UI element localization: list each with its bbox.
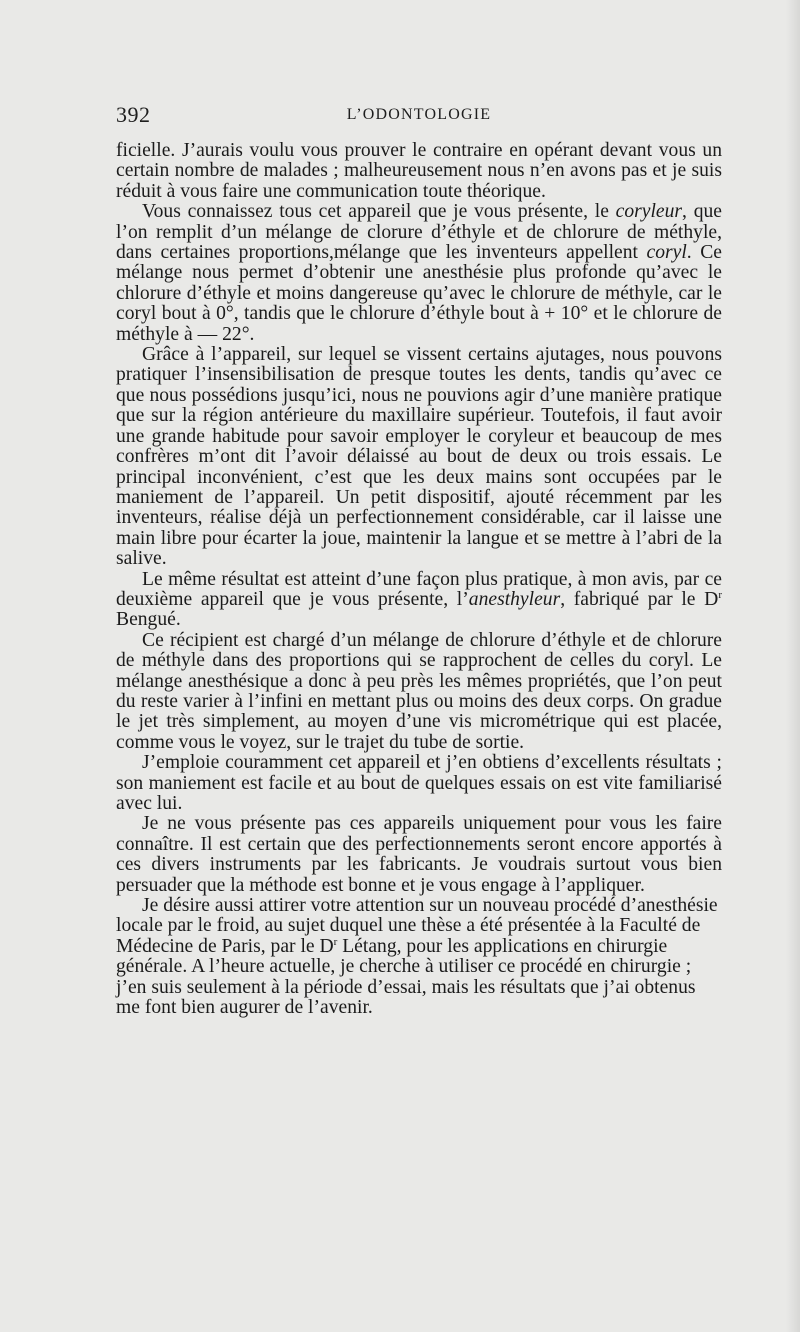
text-run: Létang, pour les applications en chirurgie générale. A l’heure actuelle, je cherche à utiliser ce procédé en chirurgie ; j’en suis seulement à la période d’essai, mais les résultats que j’ai obtenus me font bien augurer de l’avenir. [116, 935, 696, 1019]
text-run: J’emploie couramment cet appareil et j’en obtiens d’excellents résultats ; son maniement est facile et au bout de quelques essais on est vite familiarisé avec lui. [116, 752, 722, 814]
paragraph [116, 896, 722, 1018]
text-run: Le même résultat est atteint d’une façon plus pratique, à mon avis, par ce deuxième appareil que je vous présente, l’ [116, 568, 722, 610]
text-run: Vous connaissez tous cet appareil que je vous présente, le [142, 201, 616, 223]
paragraph [116, 570, 722, 631]
text-run: Ce récipient est chargé d’un mélange de chlorure d’éthyle et de chlorure de méthyle dans des proportions qui se rapprochent de celles du coryl. Le mélange anesthésique a donc à peu près les mêmes propriétés, que l’on peut du reste varier à l’infini en mettant plus ou moins des deux corps. On gradue le jet très simplement, au moyen d’une vis micrométrique qui est placée, comme vous le voyez, sur le trajet du tube de sortie. [116, 629, 722, 753]
page-edge-shadow [786, 0, 800, 1332]
paragraph [116, 753, 722, 814]
text-run: Bengué. [116, 609, 181, 631]
superscript: r [718, 588, 722, 601]
paragraph [116, 141, 722, 202]
body-text [116, 141, 722, 1018]
superscript: r [333, 935, 338, 948]
italic-term: anesthyleur [468, 588, 561, 610]
running-header [116, 102, 722, 132]
paragraph [116, 814, 722, 896]
text-run: , fabriqué par le D [560, 588, 719, 610]
italic-term: coryleur [615, 201, 683, 223]
paragraph [116, 202, 722, 345]
paragraph [116, 631, 722, 753]
text-run: , que l’on remplit d’un mélange de clorure d’éthyle et de chlorure de méthyle, dans certaines proportions,mélange que les inventeurs appellent [116, 201, 722, 264]
text-run: Je désire aussi attirer votre attention sur un nouveau procédé d’anesthésie locale par le froid, au sujet duquel une thèse a été présentée à la Faculté de Médecine de Paris, par le D [116, 895, 718, 957]
text-run: . Ce mélange nous permet d’obtenir une anesthésie plus profonde qu’avec le chlorure d’éthyle et moins dangereuse qu’avec le chlorure de méthyle, car le coryl bout à 0°, tandis que le chlorure d’éthyle bout à + 10° et le chlorure de méthyle à — 22°. [116, 242, 722, 345]
italic-term: coryl [646, 242, 687, 264]
paragraph [116, 345, 722, 569]
page-number: 392 [116, 102, 151, 127]
text-run: Je ne vous présente pas ces appareils uniquement pour vous les faire connaître. Il est certain que des perfectionnements seront encore apportés à ces divers instruments par les fabricants. Je voudrais surtout vous bien persuader que la méthode est bonne et je vous engage à l’appliquer. [116, 813, 722, 896]
running-title: L’ODONTOLOGIE [346, 106, 492, 123]
text-run: Grâce à l’appareil, sur lequel se vissent certains ajutages, nous pouvons pratiquer l’insensibilisation de presque toutes les dents, tandis qu’avec ce que nous possédions jusqu’ici, nous ne pouvions agir d’une manière pratique que sur la région antérieure du maxillaire supérieur. Toutefois, il faut avoir une grande habitude pour savoir employer le coryleur et beaucoup de mes confrères m’ont dit l’avoir délaissé au bout de deux ou trois essais. Le principal inconvénient, c’est que les deux mains sont occupées par le maniement de l’appareil. Un petit dispositif, ajouté récemment par les inventeurs, réalise déjà un perfectionnement considérable, car il laisse une main libre pour écarter la joue, maintenir la langue et se mettre à l’abri de la salive. [116, 344, 722, 570]
text-run: ficielle. J’aurais voulu vous prouver le contraire en opérant devant vous un certain nombre de malades ; malheureusement nous n’en avons pas et je suis réduit à vous faire une communication toute théorique. [116, 140, 722, 202]
